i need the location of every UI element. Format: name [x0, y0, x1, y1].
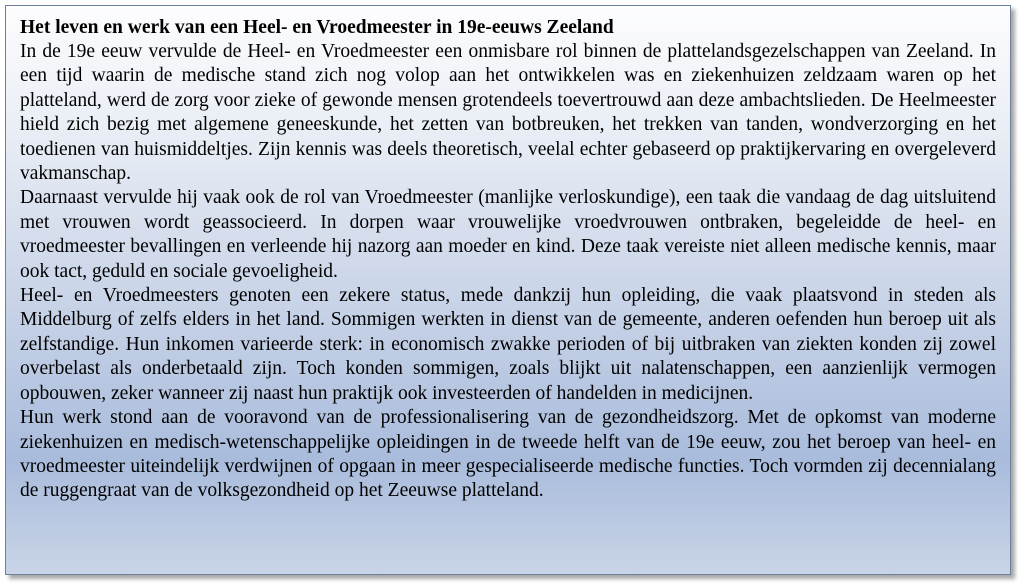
- paragraph-2: Daarnaast vervulde hij vaak ook de rol van Vroedmeester (manlijke verloskundige), een taak die vandaag de dag uitsluitend met vrouwen wordt geassocieerd. In dorpen waar vrouwelijke vroedvrouwen ontbraken, begeleidde de heel- en vroedmeester bevallingen en verleende hij nazorg aan moeder en kind. Deze taak vereiste niet alleen medische kennis, maar ook tact, geduld en sociale gevoeligheid.: [20, 187, 996, 282]
- paragraph-4: Hun werk stond aan de vooravond van de professionalisering van de gezondheidszorg. Met de opkomst van moderne ziekenhuizen en medisch-wetenschappelijke opleidingen in de tweede helft van de 19e eeuw, zou het beroep van heel- en vroedmeester uiteindelijk verdwijnen of opgaan in meer gespecialiseerde medische functies. Toch vormden zij decennialang de ruggengraat van de volksgezondheid op het Zeeuwse platteland.: [20, 407, 996, 502]
- paragraph-3: Heel- en Vroedmeesters genoten een zekere status, mede dankzij hun opleiding, die vaak plaatsvond in steden als Middelburg of zelfs elders in het land. Sommigen werkten in dienst van de gemeente, anderen oefenden hun beroep uit als zelfstandige. Hun inkomen varieerde sterk: in economisch zwakke perioden of bij uitbraken van ziekten konden zij zowel overbelast als onderbetaald zijn. Toch konden sommigen, zoals blijkt uit nalatenschappen, een aanzienlijk vermogen opbouwen, zeker wanneer zij naast hun praktijk ook investeerden of handelden in medicijnen.: [20, 285, 996, 404]
- text-panel: [5, 5, 1011, 575]
- document-title: Het leven en werk van een Heel- en Vroedmeester in 19e-eeuws Zeeland: [20, 17, 614, 38]
- paragraph-1: In de 19e eeuw vervulde de Heel- en Vroedmeester een onmisbare rol binnen de plattelandsgezelschappen van Zeeland. In een tijd waarin de medische stand zich nog volop aan het ontwikkelen was en ziekenhuizen zeldzaam waren op het platteland, werd de zorg voor zieke of gewonde mensen grotendeels toevertrouwd aan deze ambachtslieden. De Heelmeester hield zich bezig met algemene geneeskunde, het zetten van botbreuken, het trekken van tanden, wondverzorging en het toedienen van huismiddeltjes. Zijn kennis was deels theoretisch, veelal echter gebaseerd op praktijkervaring en overgeleverd vakmanschap.: [20, 41, 996, 185]
